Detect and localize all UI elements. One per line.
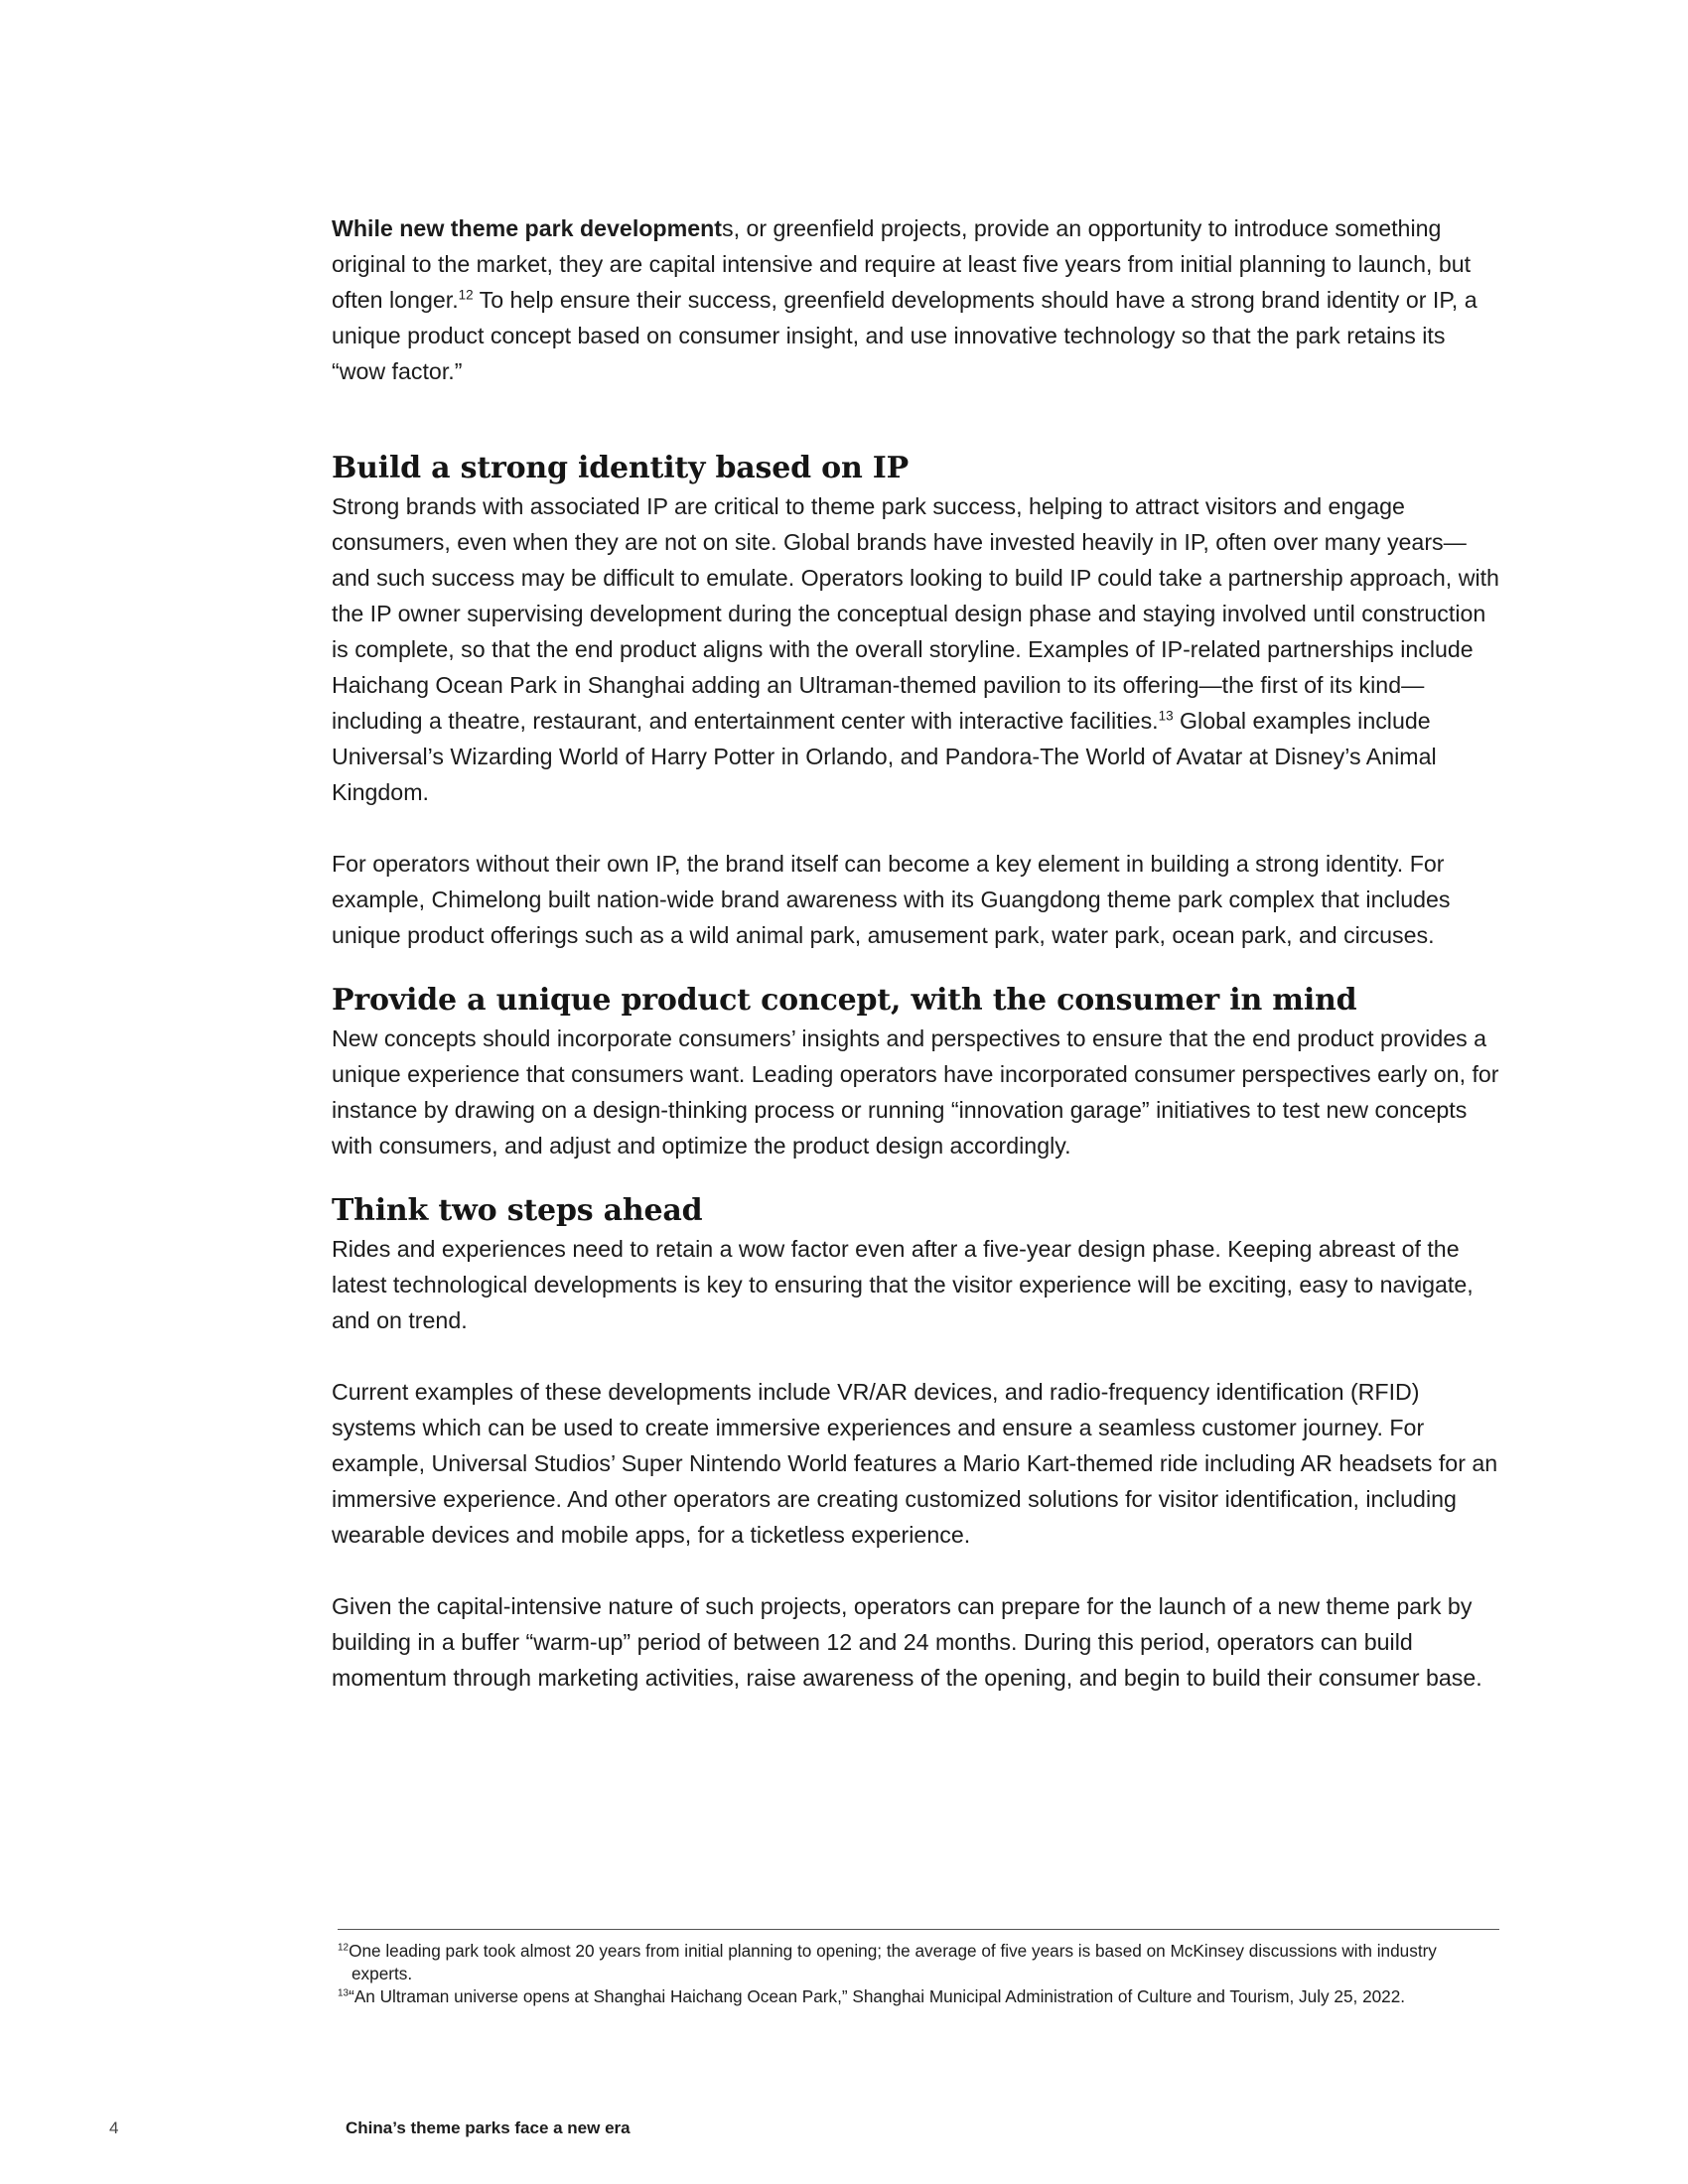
two-steps-paragraph-3: Given the capital-intensive nature of such projects, operators can prepare for the launch of a new theme park by building in a buffer “warm-up” period of between 12 and 24 months. During this period, operators can build momentum through marketing activities, raise awareness of the opening, and begin to build their consumer base.	[332, 1593, 1482, 1691]
ip-paragraph-1	[332, 488, 1499, 810]
section-heading-product-concept: Provide a unique product concept, with the consumer in mind	[332, 983, 1357, 1018]
footnote-text: One leading park took almost 20 years from initial planning to opening; the average of five years is based on McKinsey discussions with industry experts.	[349, 1941, 1437, 1983]
footnote-ref-12[interactable]: 12	[458, 287, 474, 303]
footnote-ref-13[interactable]: 13	[1158, 708, 1174, 724]
ip-paragraph-2: For operators without their own IP, the brand itself can become a key element in building a strong identity. For example, Chimelong built nation-wide brand awareness with its Guangdong theme park complex that includes unique product offerings such as a wild animal park, amusement park, water park, ocean park, and circuses.	[332, 851, 1451, 948]
section-heading-ip: Build a strong identity based on IP	[332, 451, 909, 485]
footnote-12	[338, 1940, 1499, 1985]
footnote-13	[338, 1985, 1499, 2008]
intro-text-a: s, or greenfield projects, provide an opportunity to introduce something original to the market, they are capital intensive and require at least five years from initial planning to launch, but often longer.	[332, 215, 1472, 313]
footnote-number: 12	[338, 1942, 350, 1954]
article-body	[332, 210, 1499, 1696]
footnotes	[338, 1929, 1499, 2008]
intro-lead: While new theme park development	[332, 215, 722, 241]
ip-paragraph-1-text-a: Strong brands with associated IP are critical to theme park success, helping to attract visitors and engage consumers, even when they are not on site. Global brands have invested heavily in IP, often over many years—and such success may be difficult to emulate. Operators looking to build IP could take a partnership approach, with the IP owner supervising development during the conceptual design phase and staying involved until construction is complete, so that the end product aligns with the overall storyline. Examples of IP-related partnerships include Haichang Ocean Park in Shanghai adding an Ultraman-themed pavilion to its offering—the first of its kind—including a theatre, restaurant, and entertainment center with interactive facilities.	[332, 493, 1499, 734]
footer-report-title: China’s theme parks face a new era	[346, 2118, 631, 2137]
ip-paragraph-1-text-b: Global examples include Universal’s Wizarding World of Harry Potter in Orlando, and Pandora-The World of Avatar at Disney’s Animal Kingdom.	[332, 708, 1437, 805]
product-concept-paragraph: New concepts should incorporate consumers’ insights and perspectives to ensure that the end product provides a unique experience that consumers want. Leading operators have incorporated consumer perspectives early on, for instance by drawing on a design-thinking process or running “innovation garage” initiatives to test new concepts with consumers, and adjust and optimize the product design accordingly.	[332, 1025, 1499, 1159]
intro-text-b: To help ensure their success, greenfield developments should have a strong brand identity or IP, a unique product concept based on consumer insight, and use innovative technology so that the park retains its “wow factor.”	[332, 287, 1477, 384]
page-number: 4	[109, 2118, 119, 2137]
two-steps-paragraph-1: Rides and experiences need to retain a wow factor even after a five-year design phase. Keeping abreast of the latest technological developments is key to ensuring that the visitor experience will be exciting, easy to navigate, and on trend.	[332, 1236, 1474, 1333]
intro-paragraph	[332, 210, 1499, 389]
footnote-number: 13	[338, 1987, 350, 1999]
two-steps-paragraph-2: Current examples of these developments include VR/AR devices, and radio-frequency identification (RFID) systems which can be used to create immersive experiences and ensure a seamless customer journey. For example, Universal Studios’ Super Nintendo World features a Mario Kart-themed ride including AR headsets for an immersive experience. And other operators are creating customized solutions for visitor identification, including wearable devices and mobile apps, for a ticketless experience.	[332, 1379, 1498, 1548]
footnote-text: “An Ultraman universe opens at Shanghai Haichang Ocean Park,” Shanghai Municipal Administration of Culture and Tourism, July 25, 2022.	[349, 1986, 1406, 2006]
section-heading-two-steps: Think two steps ahead	[332, 1193, 703, 1228]
